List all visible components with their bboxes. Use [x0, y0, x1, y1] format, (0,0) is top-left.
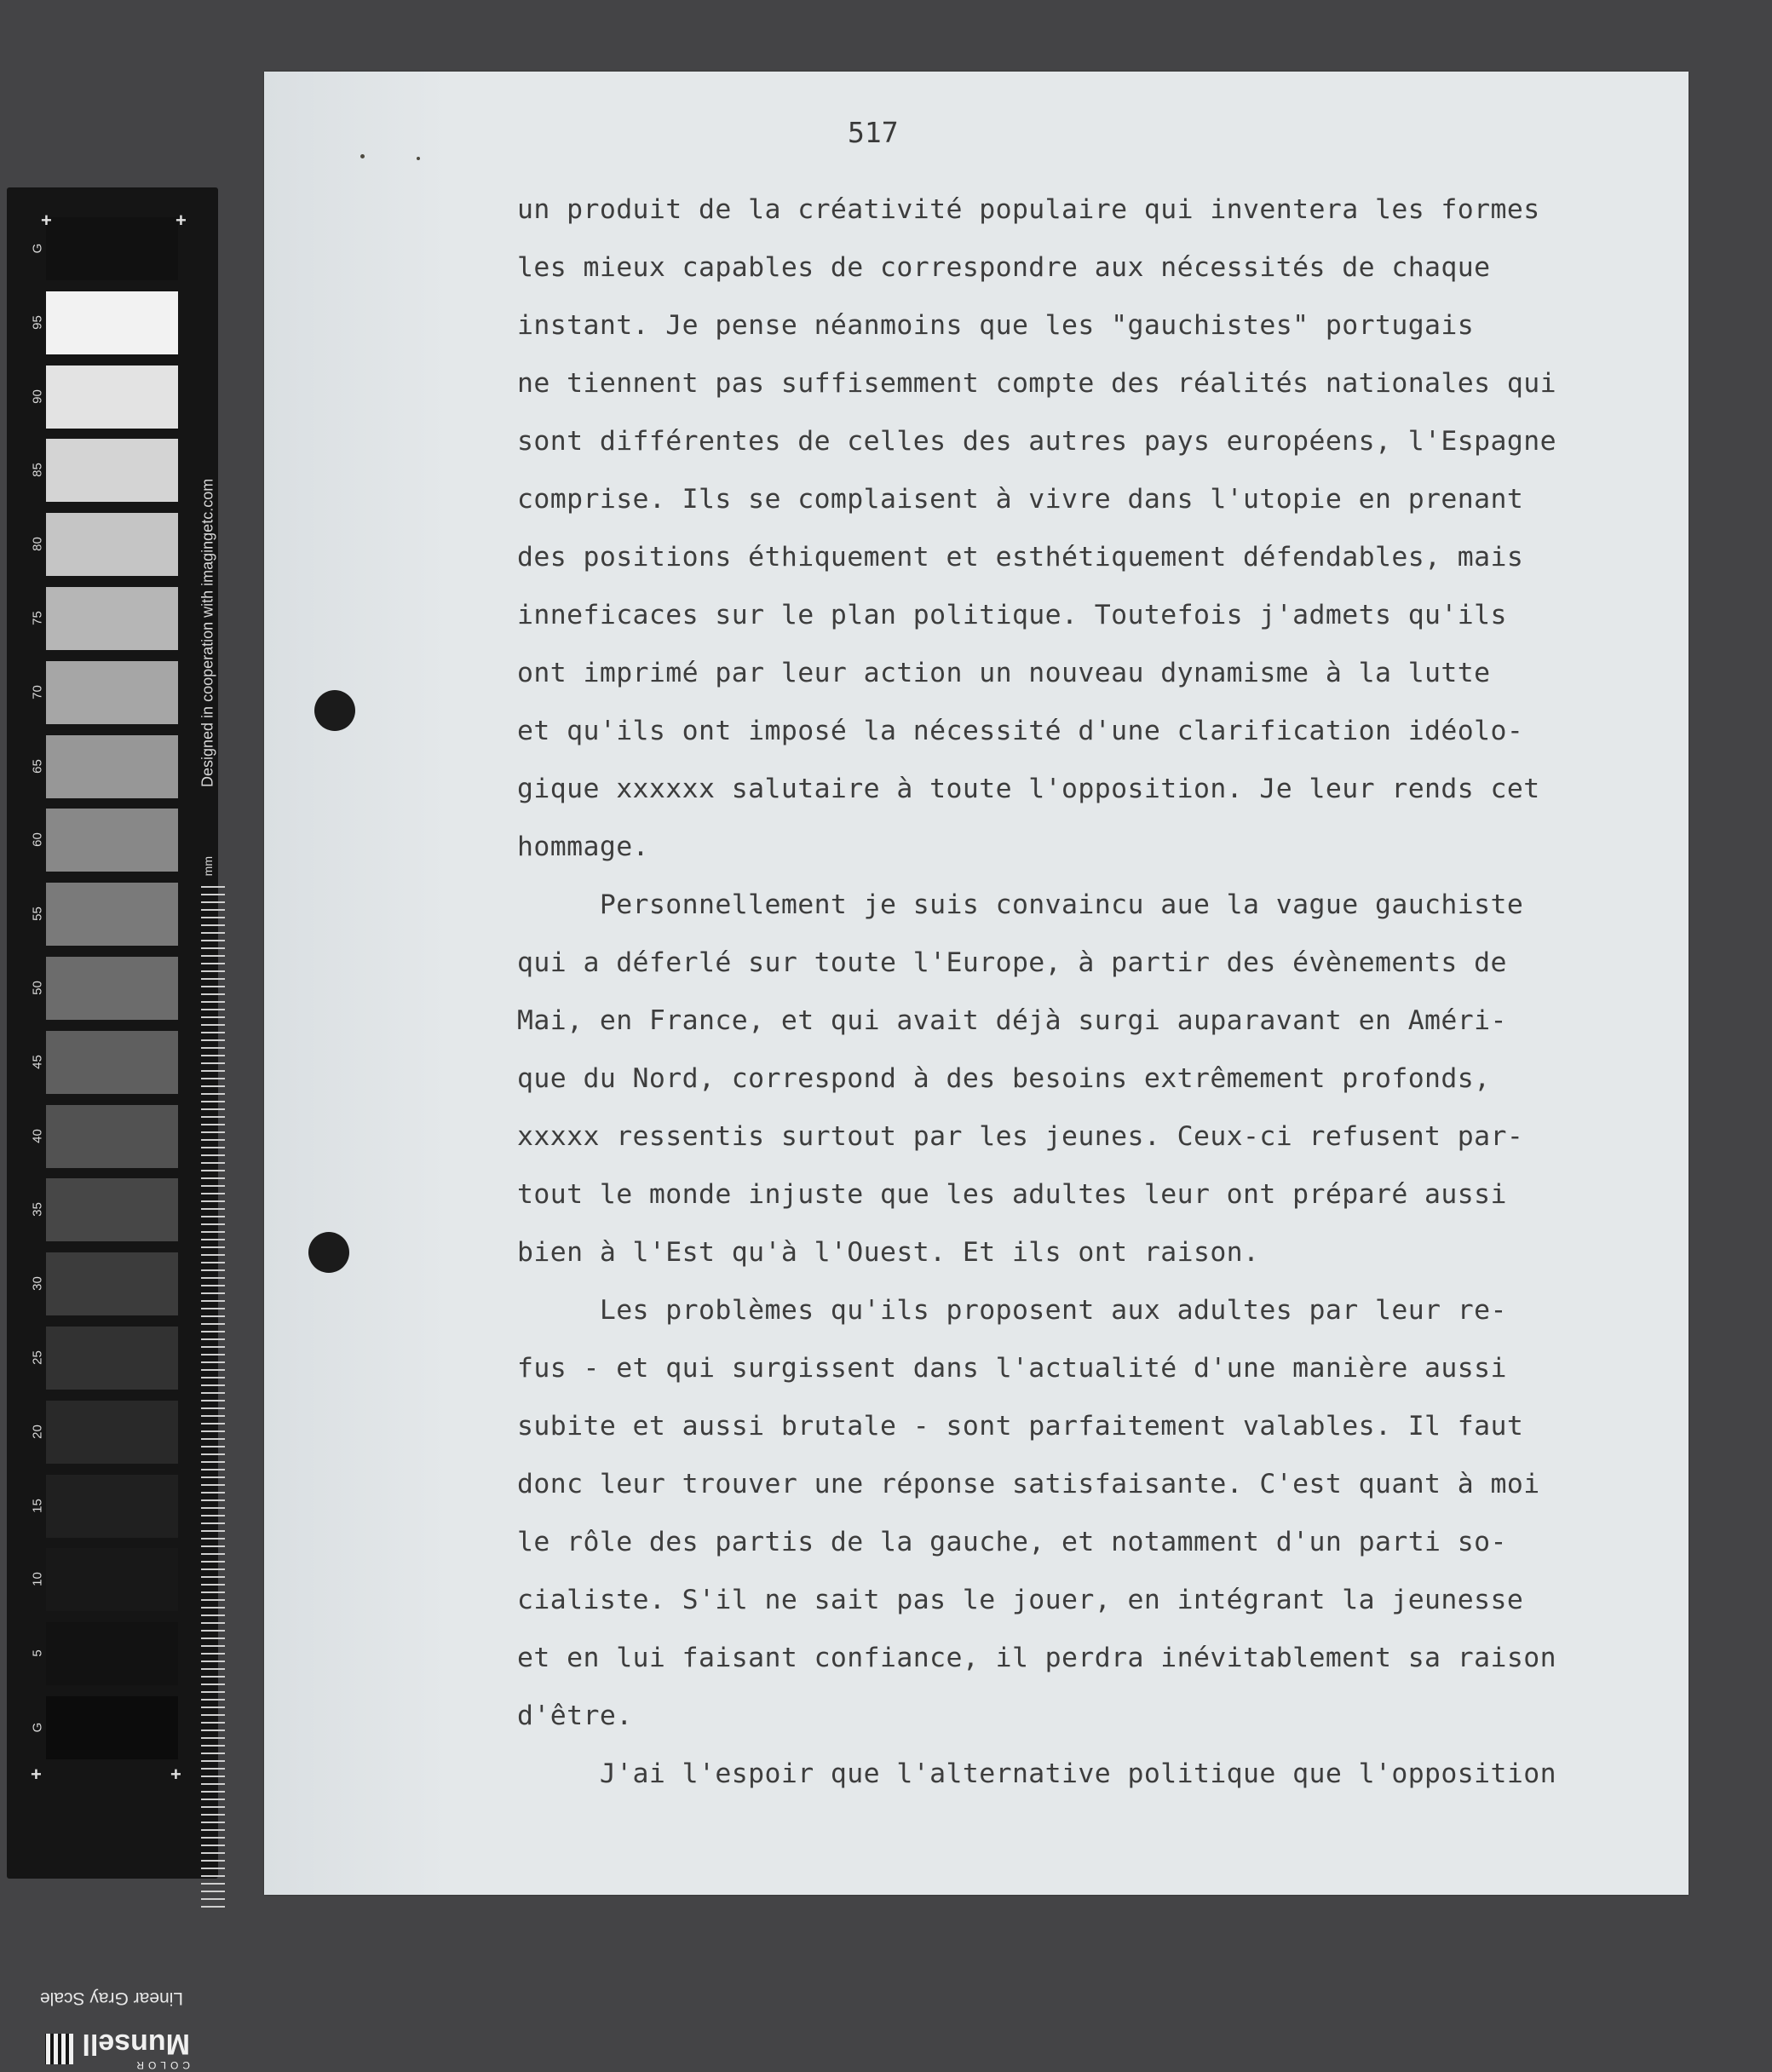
gray-swatch [46, 1031, 178, 1094]
gray-step-label: 50 [30, 981, 45, 995]
gray-swatch [46, 957, 178, 1020]
text-line: cialiste. S'il ne sait pas le jouer, en intégrant la jeunesse [517, 1585, 1524, 1615]
text-line: sont différentes de celles des autres pays européens, l'Espagne [517, 426, 1556, 457]
gray-step-label: 20 [30, 1424, 45, 1439]
gray-step-label: G [30, 243, 45, 254]
munsell-logo [45, 2028, 190, 2070]
gray-step-label: 65 [30, 758, 45, 774]
gray-step-label: 45 [30, 1054, 45, 1069]
gray-step-label: 90 [30, 388, 45, 404]
paper-speck [360, 154, 365, 158]
gray-swatch [46, 291, 178, 354]
millimeter-ruler [201, 886, 225, 1908]
text-line: subite et aussi brutale - sont parfaitement valables. Il faut [517, 1411, 1524, 1442]
gray-swatch [46, 883, 178, 946]
gray-swatch [46, 809, 178, 872]
gray-swatch [46, 661, 178, 724]
gray-swatch [46, 587, 178, 650]
registration-mark: + [41, 210, 52, 231]
gray-step-label: 10 [30, 1572, 45, 1587]
text-line: Mai, en France, et qui avait déjà surgi auparavant en Améri- [517, 1005, 1507, 1036]
gray-swatch [46, 217, 178, 280]
gray-swatch [46, 1327, 178, 1390]
gray-swatch [46, 439, 178, 502]
typewritten-text [517, 181, 1650, 1803]
gray-step-label: 95 [30, 314, 45, 330]
text-line: xxxxx ressentis surtout par les jeunes. Ceux-ci refusent par- [517, 1121, 1524, 1152]
text-line: Personnellement je suis convaincu aue la vague gauchiste [517, 889, 1524, 920]
text-line: d'être. [517, 1701, 633, 1731]
punch-hole [314, 690, 355, 731]
page-shading [264, 72, 452, 1895]
brand-name: Munsell [82, 2028, 190, 2061]
text-line: fus - et qui surgissent dans l'actualité d'une manière aussi [517, 1353, 1507, 1384]
munsell-grid-icon [45, 2034, 73, 2064]
text-line: un produit de la créativité populaire qui inventera les formes [517, 194, 1540, 225]
gray-swatch [46, 1401, 178, 1464]
text-line: inneficaces sur le plan politique. Toutefois j'admets qu'ils [517, 600, 1507, 630]
text-line: et en lui faisant confiance, il perdra inévitablement sa raison [517, 1643, 1556, 1673]
gray-step-label: 15 [30, 1498, 45, 1513]
gray-step-label: 80 [30, 537, 45, 552]
gray-step-label: 75 [30, 611, 45, 625]
page-number: 517 [848, 116, 899, 149]
registration-mark: + [175, 210, 187, 231]
text-line: instant. Je pense néanmoins que les "gauchistes" portugais [517, 310, 1475, 341]
gray-swatch [46, 1622, 178, 1685]
gray-step-label: 60 [30, 832, 45, 848]
gray-swatch [46, 1696, 178, 1759]
punch-hole [308, 1232, 349, 1273]
brand-subtitle: COLOR [132, 2059, 190, 2072]
gray-step-label: 70 [30, 684, 45, 699]
text-line: ont imprimé par leur action un nouveau dynamisme à la lutte [517, 658, 1491, 688]
gray-step-label: 5 [30, 1649, 45, 1657]
text-line: Les problèmes qu'ils proposent aux adultes par leur re- [517, 1295, 1507, 1326]
text-line: qui a déferlé sur toute l'Europe, à partir des évènements de [517, 947, 1507, 978]
text-line: et qu'ils ont imposé la nécessité d'une clarification idéolo- [517, 716, 1524, 746]
gray-step-label: 35 [30, 1202, 45, 1217]
registration-mark: + [31, 1764, 42, 1785]
gray-step-label: 55 [30, 906, 45, 922]
ruler-unit-label: mm [201, 856, 215, 877]
text-line: comprise. Ils se complaisent à vivre dans l'utopie en prenant [517, 484, 1524, 515]
document-page [264, 72, 1689, 1895]
gray-swatch [46, 1252, 178, 1315]
text-line: les mieux capables de correspondre aux nécessités de chaque [517, 252, 1491, 283]
text-line: tout le monde injuste que les adultes leur ont préparé aussi [517, 1179, 1507, 1210]
gray-swatch [46, 1475, 178, 1538]
gray-step-label: G [30, 1722, 45, 1733]
text-line: bien à l'Est qu'à l'Ouest. Et ils ont raison. [517, 1237, 1260, 1268]
gray-swatch [46, 735, 178, 798]
text-line: donc leur trouver une réponse satisfaisante. C'est quant à moi [517, 1469, 1540, 1499]
gray-swatch [46, 365, 178, 429]
gray-swatch [46, 1178, 178, 1241]
text-line: gique xxxxxx salutaire à toute l'opposition. Je leur rends cet [517, 774, 1540, 804]
gray-swatch [46, 1548, 178, 1611]
gray-step-label: 40 [30, 1128, 45, 1143]
text-line: le rôle des partis de la gauche, et notamment d'un parti so- [517, 1527, 1507, 1557]
text-line: hommage. [517, 832, 649, 862]
paper-speck [417, 157, 420, 160]
text-line: J'ai l'espoir que l'alternative politique que l'opposition [517, 1758, 1556, 1789]
registration-mark: + [170, 1764, 181, 1785]
gray-step-label: 30 [30, 1276, 45, 1292]
scale-title: Linear Gray Scale [39, 1989, 184, 2008]
text-line: ne tiennent pas suffisemment compte des réalités nationales qui [517, 368, 1556, 399]
gray-step-label: 85 [30, 463, 45, 478]
gray-swatch [46, 1105, 178, 1168]
text-line: que du Nord, correspond à des besoins extrêmement profonds, [517, 1063, 1491, 1094]
gray-step-label: 25 [30, 1350, 45, 1365]
scale-credit: Designed in cooperation with imagingetc.com [198, 478, 216, 788]
text-line: des positions éthiquement et esthétiquement défendables, mais [517, 542, 1524, 573]
gray-swatch [46, 513, 178, 576]
gray-scale-card [7, 187, 218, 2072]
